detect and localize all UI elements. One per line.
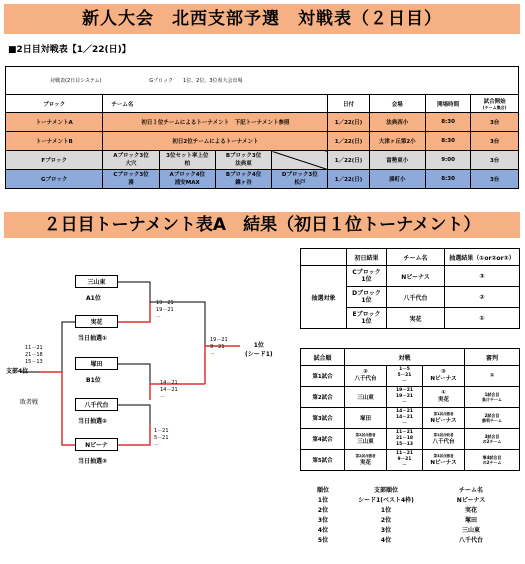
score-match3: 1－21 5－21 －: [154, 428, 169, 448]
header-block: ブロック: [6, 95, 103, 113]
start: 3台: [471, 113, 519, 132]
team-cell: Aブロック3位 大穴: [103, 151, 159, 170]
match-referee: 第4試合目 の2チーム: [465, 450, 520, 471]
ranking-rank: 4位: [317, 527, 329, 534]
match-score: 19－21 19－21 －: [387, 387, 423, 408]
match-right-cell: [423, 450, 465, 471]
lottery-draw: ③: [445, 266, 520, 287]
match-right: 八千代台: [432, 439, 455, 445]
schedule-system-label: 対戦表(2日目システム): [50, 78, 102, 84]
venue: 富勢東小: [369, 151, 425, 170]
day2-schedule-label: ■2日目対戦表【1／22(日)】: [8, 45, 131, 55]
match-left: 実花: [359, 460, 371, 466]
schedule-table: [5, 94, 519, 189]
schedule-row-f-block: [6, 151, 519, 170]
bracket-label-lot1: 当日抽選①: [78, 335, 108, 342]
match-row: [301, 408, 520, 429]
match-referee: 1試合目 負けチーム: [465, 387, 520, 408]
match-right-note: 第3試合勝者: [433, 454, 454, 458]
ranking-header-rank: 順位: [316, 487, 329, 494]
match-order: 第2試合: [301, 387, 345, 408]
ranking-team: 実花: [464, 507, 477, 514]
lottery-team: 実花: [387, 308, 445, 329]
team-cell: Cブロック3位 湊: [103, 170, 159, 189]
lottery-header-row: [301, 249, 520, 266]
match-referee: 2試合目 勝利チーム: [465, 408, 520, 429]
open-time: 8:30: [425, 170, 470, 189]
bracket-team-yachiyodai: 八千代台: [75, 398, 118, 411]
venue: 法典西小: [369, 113, 425, 132]
header-teams: チーム名: [103, 95, 328, 113]
match-left-cell: [345, 429, 387, 450]
match-order: 第3試合: [301, 408, 345, 429]
match-referee: ①: [465, 366, 520, 387]
match-row: [301, 387, 520, 408]
bracket-label-lot2: 当日抽選②: [78, 418, 108, 425]
ranking-row: [300, 496, 519, 506]
lottery-result: Dブロック 1位: [347, 287, 387, 308]
match-score: 14－21 14－21 －: [387, 408, 423, 429]
match-right-note: 第1試合勝者: [433, 412, 454, 416]
block-name: トーナメントB: [6, 132, 103, 151]
lottery-result: Eブロック 1位: [347, 308, 387, 329]
lottery-header-team: チーム名: [387, 249, 445, 266]
bracket-team-npina: Nピーナ: [75, 438, 118, 451]
ranking-branch: 4位: [380, 537, 392, 544]
ranking-branch: 2位: [380, 517, 392, 524]
bracket-label-loser: 敗者戦: [20, 399, 39, 406]
ranking-row: [300, 506, 519, 516]
schedule-row-g-block: [6, 170, 519, 189]
match-right: Nピーナス: [430, 418, 457, 424]
venue: 湊町小: [369, 170, 425, 189]
lottery-table: [300, 248, 520, 329]
page-title: 新人大会 北西支部予選 対戦表（２日目）: [4, 4, 520, 34]
start: 3台: [471, 170, 519, 189]
ranking-team: 三山東: [461, 527, 480, 534]
start: 3台: [471, 151, 519, 170]
score-match1: 19－21 19－21 －: [156, 300, 174, 320]
date: 1／22(日): [328, 151, 369, 170]
ranking-row: [300, 516, 519, 526]
ranking-team: 八千代台: [458, 537, 483, 544]
match-order: 第4試合: [301, 429, 345, 450]
match-left-note: 第2試合勝者: [355, 454, 376, 458]
match-score: 11－21 21－18 15－13: [387, 429, 423, 450]
match-order: 第5試合: [301, 450, 345, 471]
date: 1／22(日): [328, 170, 369, 189]
match-right-cell: [423, 429, 465, 450]
open-time: 8:30: [425, 113, 470, 132]
ranking-header-row: [300, 486, 519, 496]
matches-header-referee: 審判: [465, 349, 520, 366]
open-time: 9:00: [425, 151, 470, 170]
date: 1／22(日): [328, 113, 369, 132]
lottery-header-draw: 抽選結果（①or②or③）: [445, 249, 520, 266]
date: 1／22(日): [328, 132, 369, 151]
match-order: 第1試合: [301, 366, 345, 387]
header-start: 試合開始 (チーム集合): [471, 95, 519, 113]
open-time: 8:30: [425, 132, 470, 151]
bracket-team-jikka: 実花: [75, 315, 118, 328]
lottery-header-result: 初日結果: [347, 249, 387, 266]
lottery-team: Nピーナス: [387, 266, 445, 287]
matches-header-row: [301, 349, 520, 366]
ranking-row: [300, 526, 519, 536]
matches-header-order: 試合順: [301, 349, 345, 366]
bracket-winner-label: 1位 (シード1): [245, 342, 273, 358]
match-order-table: [300, 348, 520, 471]
match-left: 三山東: [345, 387, 387, 408]
block-name: Gブロック: [6, 170, 103, 189]
ranking-rank: 1位: [317, 497, 329, 504]
match-row: [301, 366, 520, 387]
ranking-rank: 2位: [317, 507, 329, 514]
ranking-branch: 3位: [380, 527, 392, 534]
ranking-team: Nピーナス: [456, 497, 486, 504]
schedule-row-tournament-b: [6, 132, 519, 151]
bracket-label-a1: A1位: [86, 295, 101, 302]
match-right: ③ Nピーナス: [423, 366, 465, 387]
ranking-branch: シード1(ベスト4枠): [358, 497, 414, 504]
match-left-cell: [345, 450, 387, 471]
ranking-branch: 1位: [380, 507, 392, 514]
bracket-label-b1: B1位: [86, 377, 101, 384]
lottery-header-blank: [301, 249, 347, 266]
ranking-rank: 5位: [317, 537, 329, 544]
ranking-team: 塚田: [464, 517, 477, 524]
lottery-target-label: 抽選対象: [301, 266, 347, 329]
team-cell: Dブロック3位 松戸: [272, 170, 328, 189]
final-ranking: [300, 486, 519, 546]
schedule-row-tournament-a: [6, 113, 519, 132]
schedule-system-line: [50, 77, 289, 84]
bracket-team-sanyamahigashi: 三山東: [75, 275, 118, 288]
team-cell: 3位セット率上位 柏: [159, 151, 215, 170]
bracket-team-tsukada: 塚田: [75, 357, 118, 370]
ranking-header-branch: 支部順位: [373, 487, 398, 494]
team-cell: Aブロック4位 浦安MAX: [159, 170, 215, 189]
match-row: [301, 450, 520, 471]
header-open: 開場時間: [425, 95, 470, 113]
lottery-team: 八千代台: [387, 287, 445, 308]
ranking-rank: 3位: [317, 517, 329, 524]
block-name: Fブロック: [6, 151, 103, 170]
match-left-note: 第2試合勝者: [355, 433, 376, 437]
match-right-cell: [423, 408, 465, 429]
lottery-draw: ①: [445, 308, 520, 329]
bracket-label-shibu4: 支部4位: [6, 368, 29, 375]
match-left: 塚田: [345, 408, 387, 429]
start: 3台: [471, 132, 519, 151]
match-score: 1－5 5－21 －: [387, 366, 423, 387]
schedule-header-row: [6, 95, 519, 113]
header-venue: 会場: [369, 95, 425, 113]
match-row: [301, 429, 520, 450]
lottery-row: [301, 266, 520, 287]
score-final: 19－21 9－21 －: [210, 337, 228, 357]
match-left: 三山東: [357, 439, 374, 445]
teams: 初日１位チームによるトーナメント 下記トーナメント参照: [103, 113, 328, 132]
ranking-header-team: チーム名: [458, 487, 483, 494]
score-shibu4: 11－21 21－18 15－13: [25, 345, 43, 365]
match-right-note: 第1試合敗者: [433, 433, 454, 437]
match-right: ① 実花: [423, 387, 465, 408]
team-cell: Bブロック3位 法典東: [215, 151, 271, 170]
team-cell: Bブロック4位 鐘ヶ谷: [215, 170, 271, 189]
score-match2: 14－21 14－21 －: [160, 380, 178, 400]
match-left: ② 八千代台: [345, 366, 387, 387]
teams: 初日2位チームによるトーナメント: [103, 132, 328, 151]
header-date: 日付: [328, 95, 369, 113]
lottery-draw: ②: [445, 287, 520, 308]
block-name: トーナメントA: [6, 113, 103, 132]
match-right: Nピーナス: [430, 460, 457, 466]
bracket-label-lot3: 当日抽選③: [78, 458, 108, 465]
schedule-system-note: Gブロック 1位、2位、3位県大会出場: [149, 78, 243, 84]
venue: 大津ヶ丘第2小: [369, 132, 425, 151]
result-title: ２日目トーナメント表A 結果（初日１位トーナメント）: [4, 212, 520, 238]
ranking-row: [300, 536, 519, 546]
matches-header-versus: 対戦: [345, 349, 465, 366]
lottery-result: Cブロック 1位: [347, 266, 387, 287]
match-score: 11－21 9－21 －: [387, 450, 423, 471]
empty-team-cell: [272, 151, 328, 170]
match-referee: 3試合目 の2チーム: [465, 429, 520, 450]
